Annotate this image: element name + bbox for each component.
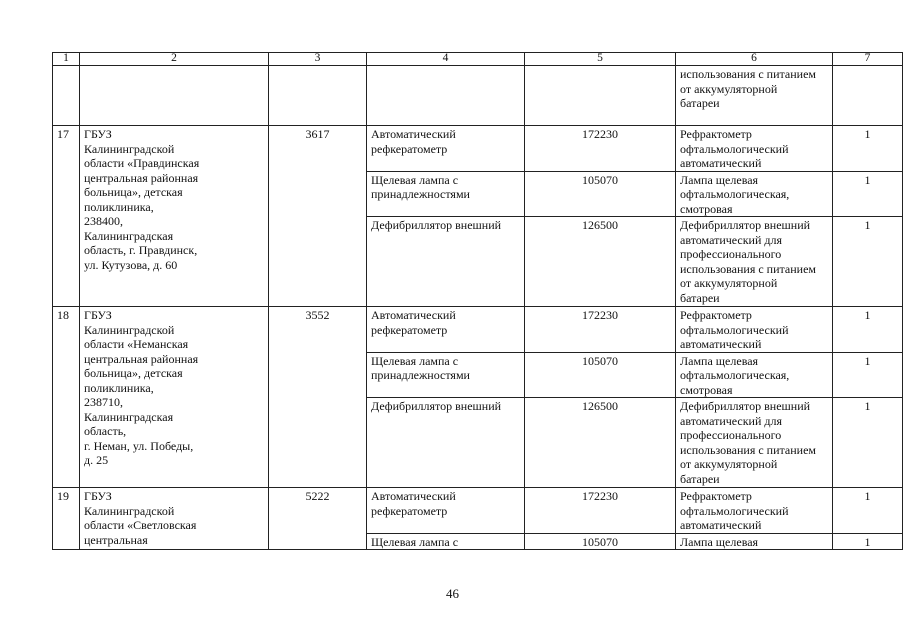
table-row (53, 488, 903, 534)
equipment-table (52, 52, 903, 550)
price-cell: 172230 (525, 488, 676, 534)
equipment-description: Лампа щелевая (676, 533, 833, 550)
price-cell: 105070 (525, 171, 676, 217)
continuation-row (53, 66, 903, 126)
equipment-name: Автоматический рефкератометр (367, 126, 525, 172)
header-row (53, 53, 903, 66)
equipment-description: Рефрактометр офтальмологический автоматический (676, 126, 833, 172)
equipment-name: Дефибриллятор внешний (367, 398, 525, 488)
empty-cell (53, 66, 80, 126)
header-cell: 2 (80, 53, 269, 66)
price-cell: 172230 (525, 126, 676, 172)
equipment-description: Дефибриллятор внешний автоматический для профессионального использования с питанием от аккумуляторной батареи (676, 398, 833, 488)
price-cell: 105070 (525, 352, 676, 398)
quantity-cell: 1 (833, 352, 903, 398)
empty-cell (367, 66, 525, 126)
price-cell: 172230 (525, 307, 676, 353)
institution-cell: ГБУЗ Калининградской области «Светловская центральная (80, 488, 269, 550)
code-cell: 3552 (269, 307, 367, 488)
empty-cell (833, 66, 903, 126)
equipment-name: Щелевая лампа с принадлежностями (367, 171, 525, 217)
equipment-name: Автоматический рефкератометр (367, 488, 525, 534)
price-cell: 126500 (525, 217, 676, 307)
header-cell: 1 (53, 53, 80, 66)
equipment-description: Лампа щелевая офтальмологическая, смотровая (676, 171, 833, 217)
header-cell: 5 (525, 53, 676, 66)
equipment-description: Рефрактометр офтальмологический автоматический (676, 307, 833, 353)
empty-cell (269, 66, 367, 126)
table-row (53, 307, 903, 353)
row-number: 19 (53, 488, 80, 550)
equipment-description: Дефибриллятор внешний автоматический для профессионального использования с питанием от аккумуляторной батареи (676, 217, 833, 307)
empty-cell (525, 66, 676, 126)
equipment-description: Лампа щелевая офтальмологическая, смотровая (676, 352, 833, 398)
empty-cell (80, 66, 269, 126)
price-cell: 105070 (525, 533, 676, 550)
institution-cell: ГБУЗ Калининградской области «Правдинская центральная районная больница», детская поликлиника, 238400, Калининградская область, г. Правдинск, ул. Кутузова, д. 60 (80, 126, 269, 307)
header-cell: 7 (833, 53, 903, 66)
header-cell: 6 (676, 53, 833, 66)
table-row (53, 126, 903, 172)
page-number: 46 (446, 586, 459, 601)
institution-cell: ГБУЗ Калининградской области «Неманская центральная районная больница», детская поликлиника, 238710, Калининградская область, г. Неман, ул. Победы, д. 25 (80, 307, 269, 488)
quantity-cell: 1 (833, 488, 903, 534)
equipment-name: Автоматический рефкератометр (367, 307, 525, 353)
equipment-name: Щелевая лампа с (367, 533, 525, 550)
quantity-cell: 1 (833, 217, 903, 307)
row-number: 17 (53, 126, 80, 307)
code-cell: 3617 (269, 126, 367, 307)
price-cell: 126500 (525, 398, 676, 488)
quantity-cell: 1 (833, 126, 903, 172)
quantity-cell: 1 (833, 533, 903, 550)
equipment-description: Рефрактометр офтальмологический автоматический (676, 488, 833, 534)
quantity-cell: 1 (833, 307, 903, 353)
header-cell: 4 (367, 53, 525, 66)
quantity-cell: 1 (833, 398, 903, 488)
continuation-description: использования с питанием от аккумуляторной батареи (676, 66, 833, 126)
equipment-name: Дефибриллятор внешний (367, 217, 525, 307)
code-cell: 5222 (269, 488, 367, 550)
quantity-cell: 1 (833, 171, 903, 217)
row-number: 18 (53, 307, 80, 488)
equipment-name: Щелевая лампа с принадлежностями (367, 352, 525, 398)
header-cell: 3 (269, 53, 367, 66)
